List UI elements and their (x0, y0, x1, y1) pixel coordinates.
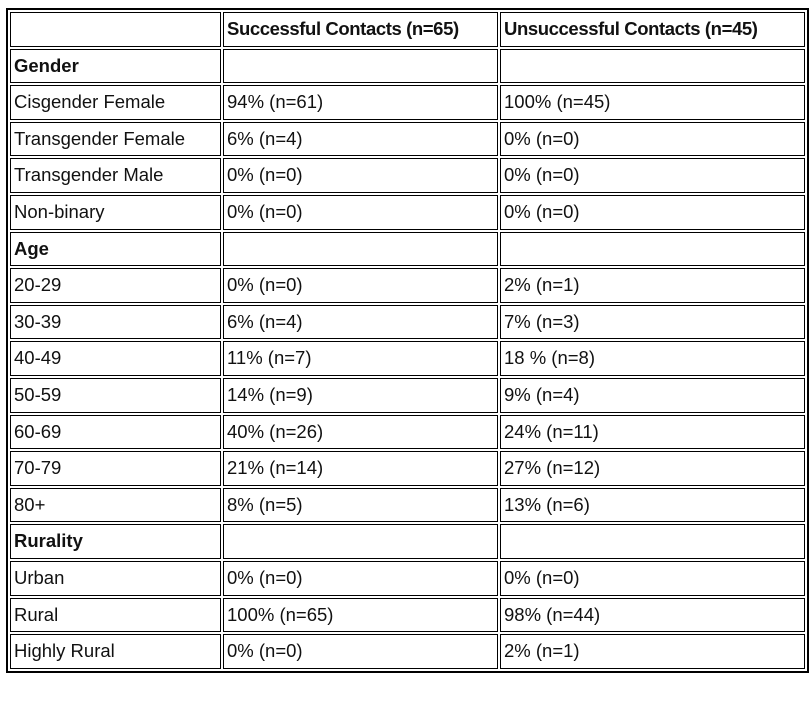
table-row (10, 488, 805, 523)
table-row (10, 341, 805, 376)
row-label-cell: Urban (10, 561, 221, 596)
row-label-cell: Non-binary (10, 195, 221, 230)
row-label-cell: Rural (10, 598, 221, 633)
section-blank-cell (223, 524, 498, 559)
section-blank-cell (500, 232, 805, 267)
unsuccessful-value-cell: 0% (n=0) (500, 122, 805, 157)
row-label-cell: Highly Rural (10, 634, 221, 669)
successful-value-cell: 40% (n=26) (223, 415, 498, 450)
table-row (10, 195, 805, 230)
successful-value-cell: 0% (n=0) (223, 268, 498, 303)
successful-value-cell: 8% (n=5) (223, 488, 498, 523)
header-corner-cell (10, 12, 221, 47)
section-header-row (10, 232, 805, 267)
unsuccessful-value-cell: 0% (n=0) (500, 561, 805, 596)
table-row (10, 158, 805, 193)
table-row (10, 122, 805, 157)
section-blank-cell (500, 49, 805, 84)
demographics-table (6, 8, 809, 673)
row-label-cell: Cisgender Female (10, 85, 221, 120)
unsuccessful-value-cell: 24% (n=11) (500, 415, 805, 450)
header-row (10, 12, 805, 47)
successful-value-cell: 6% (n=4) (223, 122, 498, 157)
section-title: Rurality (10, 524, 221, 559)
section-header-row (10, 49, 805, 84)
section-title: Gender (10, 49, 221, 84)
section-blank-cell (223, 49, 498, 84)
section-blank-cell (223, 232, 498, 267)
table-row (10, 451, 805, 486)
unsuccessful-value-cell: 98% (n=44) (500, 598, 805, 633)
row-label-cell: 30-39 (10, 305, 221, 340)
unsuccessful-value-cell: 2% (n=1) (500, 634, 805, 669)
successful-value-cell: 14% (n=9) (223, 378, 498, 413)
row-label-cell: 40-49 (10, 341, 221, 376)
successful-value-cell: 11% (n=7) (223, 341, 498, 376)
table-row (10, 634, 805, 669)
table-row (10, 598, 805, 633)
row-label-cell: Transgender Female (10, 122, 221, 157)
row-label-cell: 70-79 (10, 451, 221, 486)
successful-value-cell: 94% (n=61) (223, 85, 498, 120)
unsuccessful-value-cell: 13% (n=6) (500, 488, 805, 523)
section-header-row (10, 524, 805, 559)
table-row (10, 415, 805, 450)
unsuccessful-value-cell: 2% (n=1) (500, 268, 805, 303)
successful-value-cell: 100% (n=65) (223, 598, 498, 633)
row-label-cell: 20-29 (10, 268, 221, 303)
row-label-cell: 80+ (10, 488, 221, 523)
successful-value-cell: 0% (n=0) (223, 158, 498, 193)
successful-value-cell: 6% (n=4) (223, 305, 498, 340)
table-row (10, 268, 805, 303)
successful-value-cell: 0% (n=0) (223, 634, 498, 669)
column-header-successful: Successful Contacts (n=65) (223, 12, 498, 47)
successful-value-cell: 0% (n=0) (223, 561, 498, 596)
column-header-unsuccessful: Unsuccessful Contacts (n=45) (500, 12, 805, 47)
section-title: Age (10, 232, 221, 267)
section-blank-cell (500, 524, 805, 559)
successful-value-cell: 0% (n=0) (223, 195, 498, 230)
table-row (10, 85, 805, 120)
table-row (10, 561, 805, 596)
table-body (10, 12, 805, 669)
row-label-cell: Transgender Male (10, 158, 221, 193)
unsuccessful-value-cell: 27% (n=12) (500, 451, 805, 486)
table-row (10, 305, 805, 340)
table-row (10, 378, 805, 413)
unsuccessful-value-cell: 0% (n=0) (500, 158, 805, 193)
unsuccessful-value-cell: 18 % (n=8) (500, 341, 805, 376)
unsuccessful-value-cell: 9% (n=4) (500, 378, 805, 413)
row-label-cell: 50-59 (10, 378, 221, 413)
row-label-cell: 60-69 (10, 415, 221, 450)
unsuccessful-value-cell: 0% (n=0) (500, 195, 805, 230)
successful-value-cell: 21% (n=14) (223, 451, 498, 486)
unsuccessful-value-cell: 100% (n=45) (500, 85, 805, 120)
unsuccessful-value-cell: 7% (n=3) (500, 305, 805, 340)
